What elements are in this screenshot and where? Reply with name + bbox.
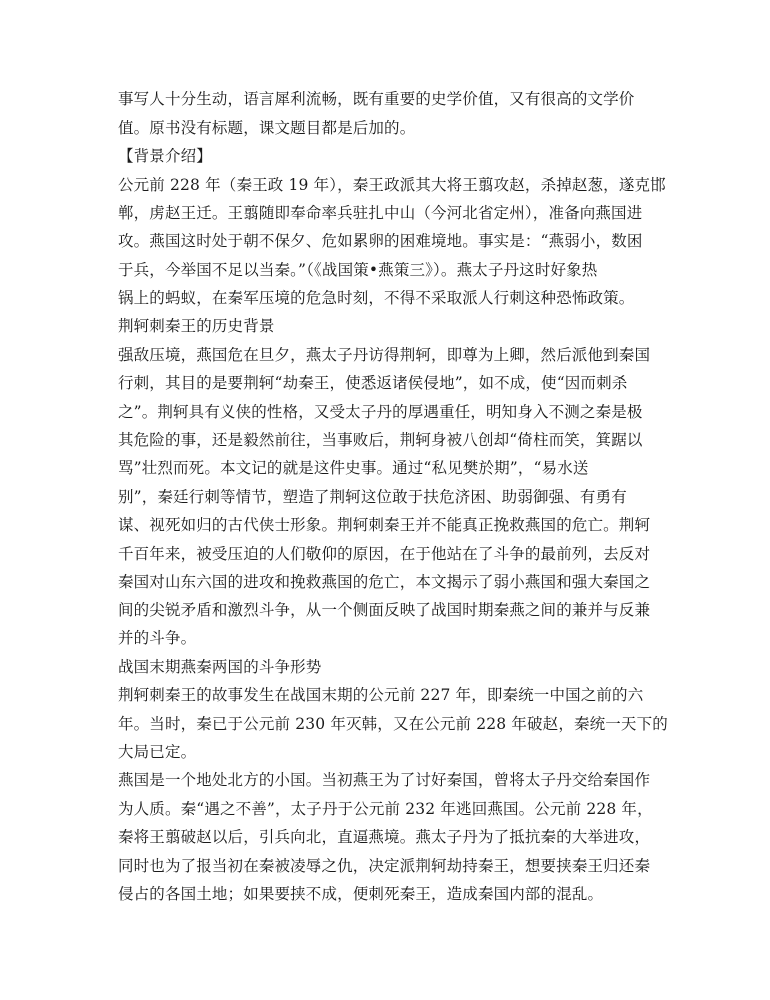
text-line: 锅上的蚂蚁，在秦军压境的危急时刻，不得不采取派人行刺这种恐怖政策。 [118,289,635,307]
text-line: 燕国是一个地处北方的小国。当初燕王为了讨好秦国，曾将太子丹交给秦国作 [118,771,651,789]
text-line: 侵占的各国土地；如果要挟不成，便刺死秦王，造成秦国内部的混乱。 [118,885,604,903]
text-line: 攻。燕国这时处于朝不保夕、危如累卵的困难境地。事实是：“燕弱小，数困 [118,232,643,250]
text-line: 骂”壮烈而死。本文记的就是这件史事。通过“私见樊於期”，“易水送 [118,459,589,477]
text-line: 于兵，今举国不足以当秦。”（《战国策•燕策三》）。燕太子丹这时好象热 [118,261,598,279]
text-line: 为人质。秦“遇之不善”，太子丹于公元前 232 年逃回燕国。公元前 228 年， [118,800,653,818]
section-heading: 【背景介绍】 [118,147,212,165]
text-line: 其危险的事，还是毅然前往，当事败后，荆轲身被八创却“倚柱而笑，箕踞以 [118,431,643,449]
text-line: 大局已定。 [118,743,197,761]
text-line: 郸，虏赵王迁。王翦随即奉命率兵驻扎中山（今河北省定州），准备向燕国进 [118,204,643,222]
text-line: 谋、视死如归的古代侠士形象。荆轲刺秦王并不能真正挽救燕国的危亡。荆轲 [118,516,651,534]
text-line: 公元前 228 年（秦王政 19 年），秦王政派其大将王翦攻赵，杀掉赵葱，遂克邯 [118,176,666,194]
text-line: 年。当时，秦已于公元前 230 年灭韩，又在公元前 228 年破赵，秦统一天下的 [118,715,668,733]
text-line: 同时也为了报当初在秦被凌辱之仇，决定派荆轲劫持秦王，想要挟秦王归还秦 [118,857,651,875]
text-line: 事写人十分生动，语言犀利流畅，既有重要的史学价值，又有很高的文学价 [118,90,635,108]
text-line: 秦国对山东六国的进攻和挽救燕国的危亡，本文揭示了弱小燕国和强大秦国之 [118,573,651,591]
text-line: 间的尖锐矛盾和激烈斗争，从一个侧面反映了战国时期秦燕之间的兼并与反兼 [118,601,651,619]
text-line: 别”，秦廷行刺等情节，塑造了荆轲这位敢于扶危济困、助弱御强、有勇有 [118,488,627,506]
text-line: 行刺，其目的是要荆轲“劫秦王，使悉返诸侯侵地”，如不成，使“因而刺杀 [118,374,628,392]
section-heading: 战国末期燕秦两国的斗争形势 [118,658,322,676]
text-line: 秦将王翦破赵以后，引兵向北，直逼燕境。燕太子丹为了抵抗秦的大举进攻， [118,828,651,846]
text-line: 荆轲刺秦王的故事发生在战国末期的公元前 227 年，即秦统一中国之前的六 [118,686,644,704]
text-line: 值。原书没有标题，课文题目都是后加的。 [118,119,416,137]
text-line: 之”。荆轲具有义侠的性格，又受太子丹的厚遇重任，明知身入不测之秦是极 [118,403,643,421]
text-line: 并的斗争。 [118,629,197,647]
text-line: 强敌压境，燕国危在旦夕，燕太子丹访得荆轲，即尊为上卿，然后派他到秦国 [118,346,651,364]
section-heading: 荆轲刺秦王的历史背景 [118,317,275,335]
text-line: 千百年来，被受压迫的人们敬仰的原因，在于他站在了斗争的最前列，去反对 [118,545,651,563]
